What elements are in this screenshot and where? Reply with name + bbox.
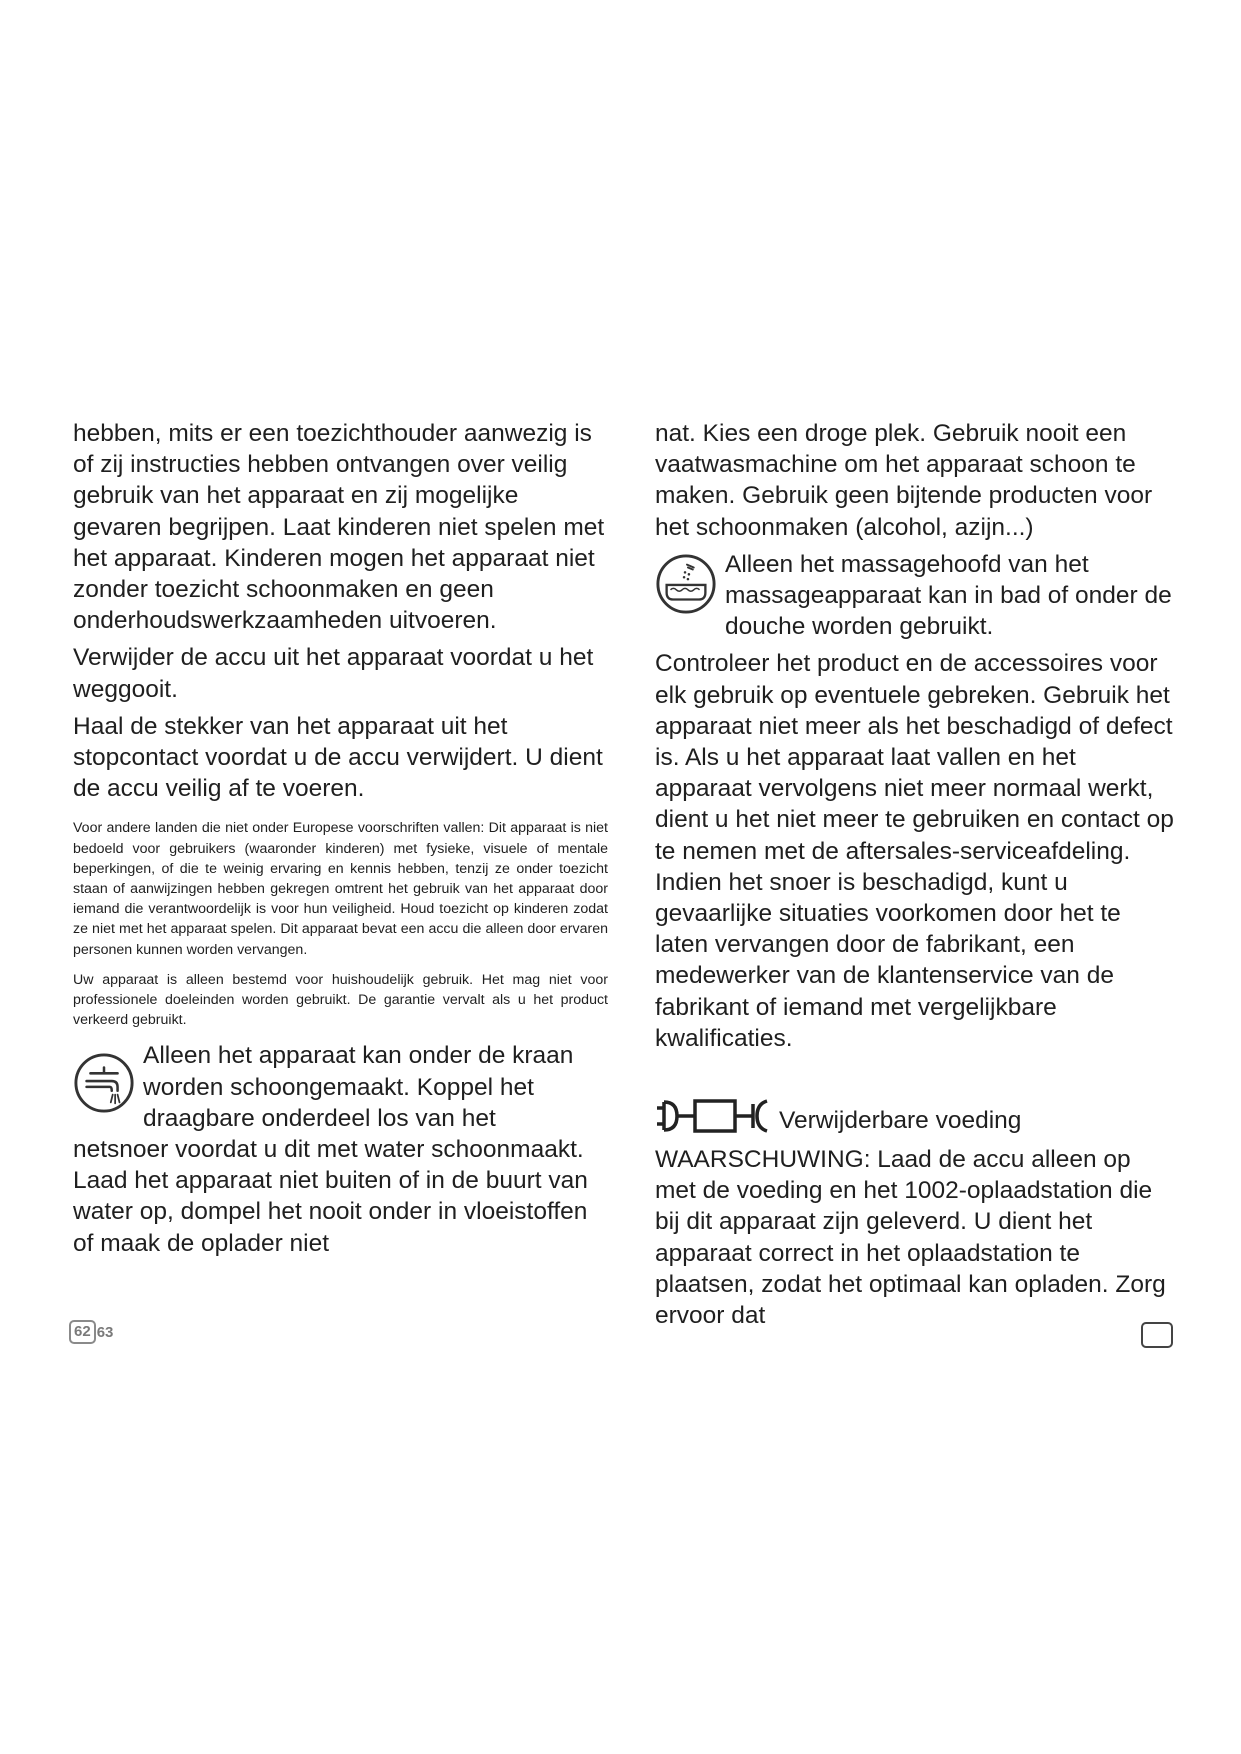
removable-power-supply-icon [655, 1096, 773, 1136]
tap-rest-text: netsnoer voordat u dit met water schoonmaakt. Laad het apparaat niet buiten of in de buurt van water op, dompel het nooit onder in vloeistoffen of maak de oplader niet [73, 1136, 588, 1257]
left-paragraph-2: Verwijder de accu uit het apparaat voordat u het weggooit. [73, 644, 594, 703]
page-number-left: 62 [69, 1320, 96, 1344]
left-paragraph-1: hebben, mits er een toezichthouder aanwezig is of zij instructies hebben ontvangen over veilig gebruik van het apparaat en zij mogelijke gevaren begrijpen. Laat kinderen niet spelen met het apparaat. Kinderen mogen het apparaat niet zonder toezicht schoonmaken en geen onderhoudswerkzaamheden uitvoeren. [73, 420, 605, 635]
right-paragraph-2: Controleer het product en de accessoires voor elk gebruik op eventuele gebreken. Gebruik het apparaat niet meer als het beschadigd of defect is. Als u het apparaat laat vallen en het apparaat vervolgens niet meer normaal werkt, dient u het niet meer te gebruiken en contact op te nemen met de aftersales-serviceafdeling. Indien het snoer is beschadigd, kunt u gevaarlijke situaties voorkomen door het te laten vervangen door de fabrikant, een medewerker van de klantenservice van de fabrikant of iemand met vergelijkbare kwalificaties. [655, 650, 1174, 1052]
page-number-right: 63 [96, 1323, 114, 1341]
left-small-note-2: Uw apparaat is alleen bestemd voor huishoudelijk gebruik. Het mag niet voor professionele doeleinden worden gebruikt. De garantie vervalt als u het product verkeerd gebruikt. [73, 971, 608, 1029]
removable-supply-title: Verwijderbare voeding [779, 1106, 1022, 1134]
page-corner-box [1141, 1322, 1173, 1348]
right-column [655, 418, 1175, 1337]
left-column [73, 418, 608, 1265]
bath-warning [655, 549, 1175, 643]
tap-icon [73, 1052, 135, 1114]
tap-lead-text: Alleen het apparaat kan onder de kraan worden schoongemaakt. Koppel het draagbare onderdeel los van het [143, 1042, 574, 1132]
left-small-note-1: Voor andere landen die niet onder Europese voorschriften vallen: Dit apparaat is niet bedoeld voor gebruikers (waaronder kinderen) met fysieke, visuele of mentale beperkingen, of die te weinig ervaring en kennis hebben, tenzij ze onder toezicht staan of aanwijzingen hebben gekregen omtrent het gebruik van het apparaat door iemand die verantwoordelijk is voor hun veiligheid. Houd toezicht op kinderen zodat ze niet met het apparaat spelen. Dit apparaat bevat een accu die alleen door ervaren personen kunnen worden vervangen. [73, 820, 608, 958]
bath-text: Alleen het massagehoofd van het massageapparaat kan in bad of onder de douche worden gebruikt. [725, 550, 1172, 641]
left-paragraph-3: Haal de stekker van het apparaat uit het stopcontact voordat u de accu verwijdert. U dient de accu veilig af te voeren. [73, 712, 603, 803]
right-paragraph-1: nat. Kies een droge plek. Gebruik nooit een vaatwasmachine om het apparaat schoon te maken. Gebruik geen bijtende producten voor het schoonmaken (alcohol, azijn...) [655, 420, 1153, 541]
bath-shower-icon [655, 553, 717, 615]
page-numbers [69, 1320, 113, 1344]
right-warning-paragraph: WAARSCHUWING: Laad de accu alleen op met de voeding en het 1002-oplaadstation die bij dit apparaat zijn geleverd. U dient het apparaat correct in het oplaadstation te plaatsen, zodat het optimaal kan opladen. Zorg ervoor dat [655, 1146, 1166, 1330]
tap-warning [73, 1040, 608, 1134]
removable-supply-heading [655, 1096, 1175, 1136]
